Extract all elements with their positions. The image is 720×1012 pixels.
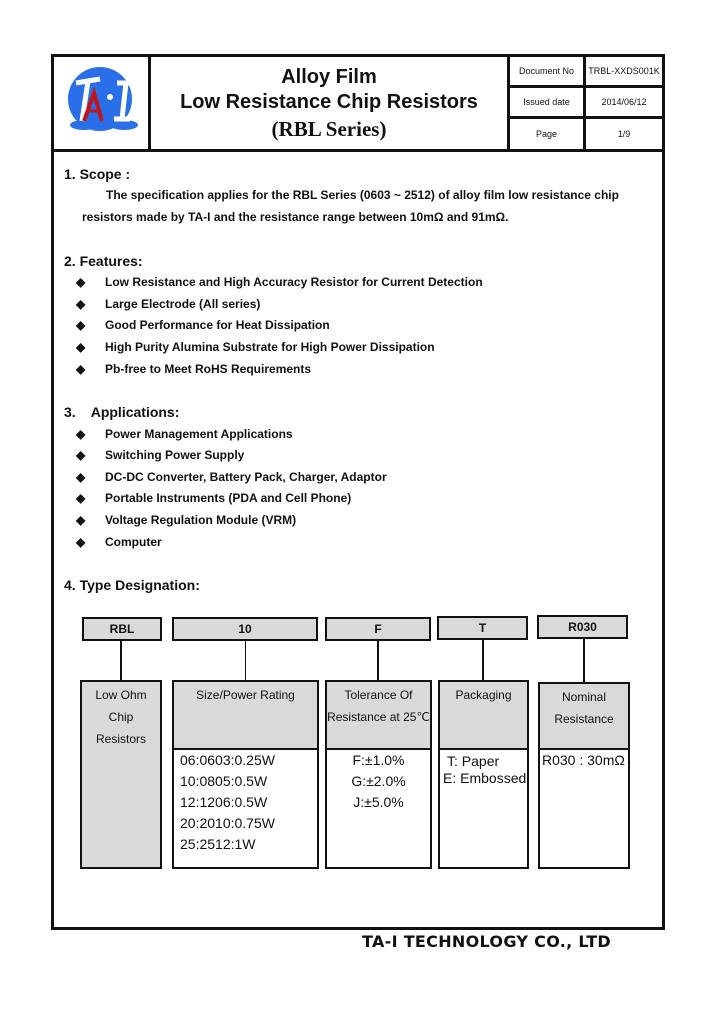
applications-heading: 3. Applications: (64, 404, 180, 420)
scope-line-2: resistors made by TA-I and the resistance range between 10mΩ and 91mΩ. (82, 210, 509, 224)
title-line-3: (RBL Series) (271, 117, 387, 141)
size-power-list: 06:0603:0.25W 10:0805:0.5W 12:1206:0.5W 20:2010:0.75W 25:2512:1W (180, 752, 275, 852)
connector-line (377, 641, 379, 681)
diamond-bullet-icon: ◆ (76, 470, 86, 484)
meta-label: Document No (510, 57, 586, 85)
diamond-bullet-icon: ◆ (76, 362, 86, 376)
diamond-bullet-icon: ◆ (76, 535, 86, 549)
meta-label: Issued date (510, 88, 586, 116)
tai-logo-icon (54, 57, 148, 149)
desc-box-size (172, 680, 319, 869)
scope-heading: 1. Scope : (64, 166, 131, 182)
diamond-bullet-icon: ◆ (76, 448, 86, 462)
desc-box-tolerance (325, 680, 432, 869)
meta-row-page (510, 119, 662, 149)
company-footer: TA-I TECHNOLOGY CO., LTD (362, 932, 612, 951)
desc-head: Nominal Resistance (540, 684, 628, 750)
diamond-bullet-icon: ◆ (76, 275, 86, 289)
connector-line (482, 640, 484, 681)
desc-box-resistance (538, 682, 630, 869)
type-designation-heading: 4. Type Designation: (64, 577, 200, 593)
diamond-bullet-icon: ◆ (76, 340, 86, 354)
connector-line (120, 641, 122, 681)
title-line-2: Low Resistance Chip Resistors (180, 91, 478, 113)
diamond-bullet-icon: ◆ (76, 427, 86, 441)
code-box-tolerance: F (325, 617, 431, 641)
features-heading: 2. Features: (64, 253, 143, 269)
document-header (54, 57, 662, 152)
diamond-bullet-icon: ◆ (76, 513, 86, 527)
code-box-resistance: R030 (537, 615, 628, 639)
scope-line-1: The specification applies for the RBL Series (0603 ~ 2512) of alloy film low resistance chip (106, 188, 619, 202)
title-line-1: Alloy Film (281, 66, 377, 88)
document-meta-table (510, 57, 662, 149)
meta-value: TRBL-XXDS001K (588, 66, 660, 76)
diamond-bullet-icon: ◆ (76, 318, 86, 332)
packaging-list: T: Paper E: Embossed (443, 753, 527, 786)
resistance-list: R030 : 30mΩ (542, 752, 625, 768)
code-box-packaging: T (437, 616, 528, 640)
code-box-size: 10 (172, 617, 318, 641)
meta-label: Page (510, 119, 586, 149)
code-box-series: RBL (82, 617, 162, 641)
logo-cell (54, 57, 151, 149)
tolerance-list: F:±1.0% G:±2.0% J:±5.0% (351, 752, 406, 810)
meta-row-issued-date (510, 88, 662, 119)
desc-head: Size/Power Rating (174, 682, 317, 750)
title-cell (151, 57, 510, 149)
diamond-bullet-icon: ◆ (76, 491, 86, 505)
desc-box-series: Low Ohm Chip Resistors (80, 680, 162, 869)
diamond-bullet-icon: ◆ (76, 297, 86, 311)
desc-head: Packaging (440, 682, 527, 750)
meta-row-document-no (510, 57, 662, 88)
desc-box-packaging (438, 680, 529, 869)
desc-head: Tolerance Of Resistance at 25℃ (327, 682, 430, 750)
connector-line (245, 641, 246, 681)
meta-value: 2014/06/12 (601, 97, 647, 107)
connector-line (583, 639, 585, 682)
meta-value: 1/9 (617, 129, 631, 139)
